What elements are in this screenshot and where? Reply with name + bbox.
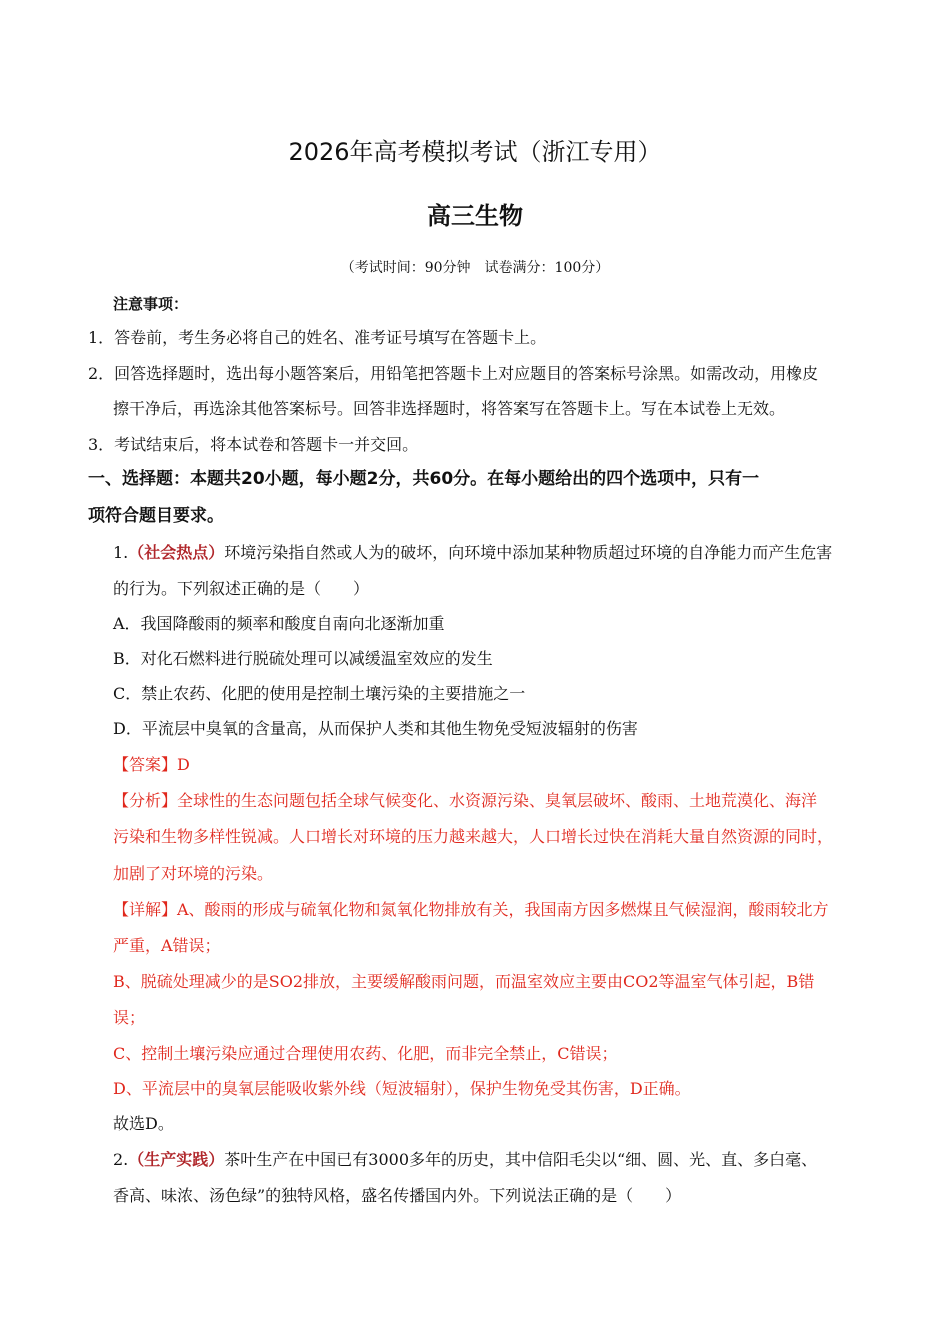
notice-item: 擦干净后，再选涂其他答案标号。回答非选择题时，将答案写在答题卡上。写在本试卷上无效。 [113, 399, 786, 418]
question-1-stem [113, 543, 832, 563]
question-tag: （生产实践） [128, 1150, 225, 1169]
subject-title: 高三生物 [427, 202, 523, 230]
option-b: B．对化石燃料进行脱硫处理可以减缓温室效应的发生 [113, 649, 493, 668]
notice-item: 3．考试结束后，将本试卷和答题卡一并交回。 [88, 435, 419, 454]
question-stem-text: 茶叶生产在中国已有3000多年的历史，其中信阳毛尖以“细、圆、光、直、多白毫、 [224, 1150, 818, 1169]
notice-item: 1．答卷前，考生务必将自己的姓名、准考证号填写在答题卡上。 [88, 328, 547, 347]
question-2-stem-cont: 香高、味浓、汤色绿”的独特风格，盛名传播国内外。下列说法正确的是（ ） [113, 1186, 682, 1205]
question-1-stem-cont: 的行为。下列叙述正确的是（ ） [113, 579, 370, 598]
option-a: A．我国降酸雨的频率和酸度自南向北逐渐加重 [113, 614, 445, 633]
section-heading: 一、选择题：本题共20小题，每小题2分，共60分。在每小题给出的四个选项中，只有一 [88, 469, 760, 489]
analysis-line: 【分析】全球性的生态问题包括全球气候变化、水资源污染、臭氧层破坏、酸雨、土地荒漠化、海洋 [113, 791, 818, 810]
question-2-stem [113, 1150, 817, 1170]
answer: 【答案】D [113, 755, 190, 774]
detail-line: 【详解】A、酸雨的形成与硫氧化物和氮氧化物排放有关，我国南方因多燃煤且气候湿润，酸雨较北方 [113, 900, 829, 919]
exam-info: （考试时间：90分钟 试卷满分：100分） [340, 260, 610, 276]
analysis-line: 加剧了对环境的污染。 [113, 864, 274, 883]
detail-line: B、脱硫处理减少的是SO2排放，主要缓解酸雨问题，而温室效应主要由CO2等温室气体引起，B错 [113, 972, 815, 991]
detail-line: C、控制土壤污染应通过合理使用农药、化肥，而非完全禁止，C错误； [113, 1044, 618, 1063]
detail-line: D、平流层中的臭氧层能吸收紫外线（短波辐射），保护生物免受其伤害，D正确。 [113, 1079, 691, 1098]
option-d: D．平流层中臭氧的含量高，从而保护人类和其他生物免受短波辐射的伤害 [113, 719, 638, 738]
notice-heading: 注意事项： [113, 295, 189, 313]
option-c: C．禁止农药、化肥的使用是控制土壤污染的主要措施之一 [113, 684, 526, 703]
analysis-line: 污染和生物多样性锐减。人口增长对环境的压力越来越大，人口增长过快在消耗大量自然资源的同时， [113, 827, 834, 846]
question-tag: （社会热点） [128, 543, 225, 562]
question-number: 2. [113, 1150, 129, 1169]
question-number: 1. [113, 543, 129, 562]
notice-item: 2．回答选择题时，选出每小题答案后，用铅笔把答题卡上对应题目的答案标号涂黑。如需改动，用橡皮 [88, 364, 819, 383]
detail-line: 严重，A错误； [113, 936, 221, 955]
question-stem-text: 环境污染指自然或人为的破坏，向环境中添加某种物质超过环境的自净能力而产生危害 [224, 543, 833, 562]
conclusion: 故选D。 [113, 1114, 174, 1133]
section-heading-cont: 项符合题目要求。 [88, 506, 224, 526]
detail-line: 误； [113, 1008, 146, 1027]
page-title: 2026年高考模拟考试（浙江专用） [288, 138, 662, 166]
